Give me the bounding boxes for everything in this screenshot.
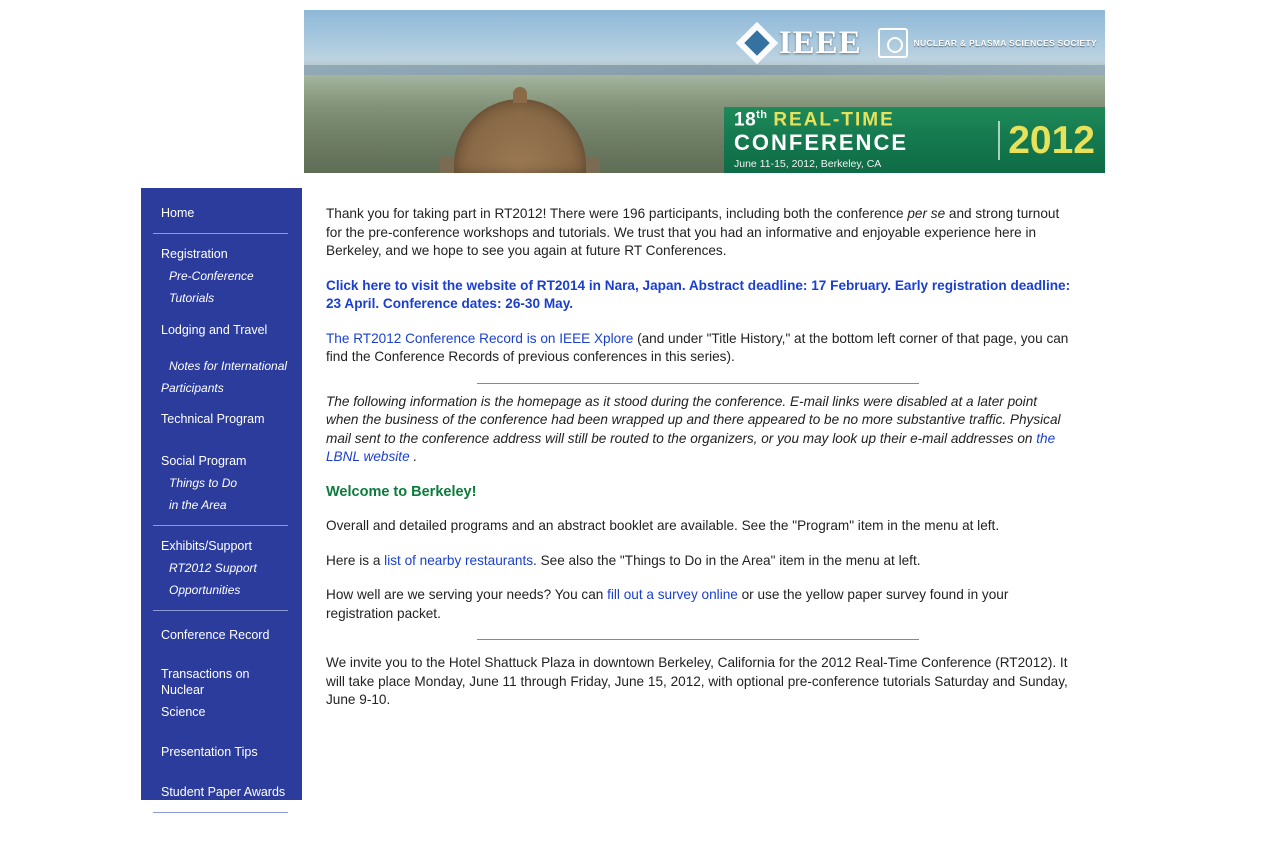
paragraph-restaurants [326,552,1071,571]
sidebar-item-rt2012-support[interactable]: RT2012 Support [169,561,257,575]
nearby-restaurants-link[interactable]: list of nearby restaurants [384,552,534,568]
sidebar-item-transactions-nuclear-science[interactable]: Transactions on Nuclear [161,667,250,697]
sidebar-item-lodging-and-travel[interactable]: Lodging and Travel [161,323,268,337]
rt2014-notice[interactable]: Click here to visit the website of RT2014 in Nara, Japan. Abstract deadline: 17 February. Early registration deadline: 23 April. Conference dates: 26-30 May. [326,277,1071,311]
survey-pre: How well are we serving your needs? You can [326,587,608,602]
paragraph-survey [326,586,1071,623]
sidebar-item-social-program[interactable]: Social Program [161,454,247,468]
sidebar-item-notes-international-cont[interactable]: Participants [161,381,224,395]
atom-icon [878,28,908,58]
nuclear-plasma-society-logo[interactable] [878,28,1097,58]
sidebar-divider [153,233,288,234]
content-divider-bottom [477,639,919,640]
conference-year: 2012 [998,121,1095,160]
conference-title-band [724,107,1105,173]
conference-record-rest: (and under "Title History," at the bottom left corner of that page, you can find the Conference Records of previous conferences in this series). [326,330,1069,364]
conference-kicker: REAL-TIME [773,109,895,131]
sidebar-item-exhibits-support[interactable]: Exhibits/Support [161,539,253,553]
ieee-logo[interactable] [742,25,862,62]
archive-note-tail: . [409,449,418,464]
conference-kicker-row [734,110,992,129]
paragraph-archive-note [326,393,1071,467]
sidebar-item-key-dates[interactable]: Key Dates [161,831,219,845]
survey-post: or use the yellow paper survey found in your registration packet. [326,587,1009,621]
sidebar-item-pre-conference[interactable]: Pre-Conference [169,269,254,283]
ieee-xplore-link[interactable]: The RT2012 Conference Record is on IEEE Xplore [326,330,634,346]
restaurants-post: . See also the "Things to Do in the Area" item in the menu at left. [533,552,921,568]
sidebar-item-conference-record[interactable]: Conference Record [161,628,270,642]
logo-row [719,10,1105,76]
site-banner [304,10,1105,173]
welcome-heading: Welcome to Berkeley! [326,483,477,500]
edition-ordinal: 18 [734,109,757,131]
survey-link[interactable]: fill out a survey online [607,587,738,602]
conference-word: CONFERENCE [734,130,909,156]
restaurants-pre: Here is a [326,552,385,568]
sidebar-nav [141,188,302,845]
sidebar-item-notes-international[interactable]: Notes for International [169,359,288,373]
paragraph-invitation: We invite you to the Hotel Shattuck Plaza in downtown Berkeley, California for the 2012 Real-Time Conference (RT2012). It will take place Monday, June 11 through Friday, June 15, 2012, with optional pre-conference tutorials Saturday and Sunday, June 9-10. [326,655,1068,707]
sidebar-item-presentation-tips[interactable]: Presentation Tips [161,745,258,759]
thanks-italic-phrase: per se [907,206,946,221]
ieee-diamond-icon [736,22,778,64]
conference-dates-location: June 11-15, 2012, Berkeley, CA [734,158,882,171]
sidebar-item-tutorials[interactable]: Tutorials [169,291,215,305]
ieee-wordmark: IEEE [778,24,862,61]
paragraph-thanks [326,205,1071,261]
sidebar-item-opportunities[interactable]: Opportunities [169,583,241,597]
thanks-part-2: and strong turnout for the pre-conference workshops and tutorials. We trust that you had an informative and enjoyable experience here in Berkeley, and we hope to see you again at future RT Conferences. [326,206,1060,258]
sidebar-item-transactions-nuclear-science-cont[interactable]: Science [161,705,206,719]
paragraph-conference-record [326,330,1071,367]
main-content [326,205,1071,726]
edition-suffix: th [756,109,768,122]
society-name-label: NUCLEAR & PLASMA SCIENCES SOCIETY [913,37,1097,48]
sidebar-item-student-paper-awards[interactable]: Student Paper Awards [161,785,286,799]
paragraph-programs: Overall and detailed programs and an abstract booklet are available. See the "Program" item in the menu at left. [326,518,1000,533]
sidebar-item-registration[interactable]: Registration [161,247,228,261]
content-divider-top [477,383,919,384]
sidebar-item-home[interactable]: Home [161,206,195,220]
archive-note-text: The following information is the homepage as it stood during the conference. E-mail links were disabled at a later point when the business of the conference had been wrapped up and there appeared to be no more substantive traffic. Physical mail sent to the conference address will still be routed to the organizers, or you may look up their e-mail addresses on [326,393,1061,446]
sidebar-item-in-the-area[interactable]: in the Area [169,498,227,512]
sidebar-divider-4 [153,812,288,813]
sidebar-divider-2 [153,525,288,526]
thanks-part-1: Thank you for taking part in RT2012! There were 196 participants, including both the conference [326,206,908,221]
sidebar-item-technical-program[interactable]: Technical Program [161,412,265,426]
sidebar-item-things-to-do[interactable]: Things to Do [169,476,238,490]
lbnl-website-link[interactable]: the LBNL website [326,430,1056,464]
sidebar-divider-3 [153,610,288,611]
